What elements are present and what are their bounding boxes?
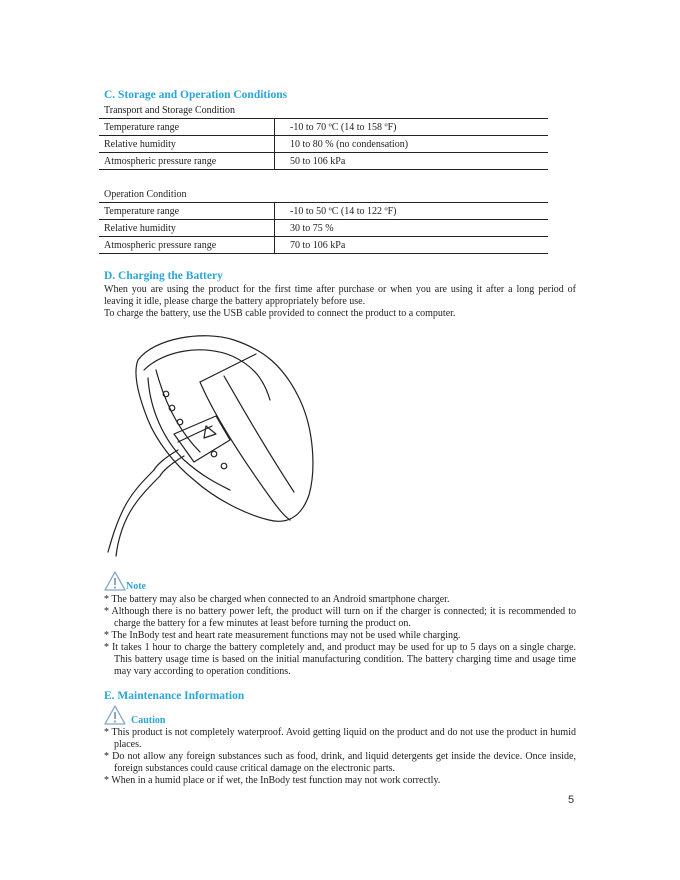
- table-cell-value: -10 to 70 ºC (14 to 158 ºF): [275, 119, 549, 136]
- band-charging-illustration: [104, 330, 316, 560]
- charging-notes-list: [104, 594, 576, 678]
- table-cell-value: -10 to 50 ºC (14 to 122 ºF): [275, 203, 549, 220]
- note-label-text: Note: [126, 581, 146, 592]
- table-cell-label: Atmospheric pressure range: [99, 237, 275, 254]
- list-item: * The InBody test and heart rate measurement functions may not be used while charging.: [104, 630, 461, 641]
- maintenance-heading: E. Maintenance Information: [104, 690, 245, 702]
- page-number: 5: [568, 794, 575, 806]
- table-cell-value: 70 to 106 kPa: [275, 237, 549, 254]
- list-item: * When in a humid place or if wet, the InBody test function may not work correctly.: [104, 775, 441, 786]
- transport-table: [99, 118, 548, 170]
- list-item: * Although there is no battery power left, the product will turn on if the charger is connected; it is recommended to charge the battery for a few minutes at least before turning the product on.: [104, 606, 576, 629]
- table-row: [99, 203, 548, 220]
- operation-table: [99, 202, 548, 254]
- table-cell-label: Relative humidity: [99, 220, 275, 237]
- storage-heading: C. Storage and Operation Conditions: [104, 89, 288, 101]
- warning-triangle-icon: [104, 570, 126, 592]
- table-cell-value: 10 to 80 % (no condensation): [275, 136, 549, 153]
- note-label: [104, 570, 146, 592]
- charging-intro: When you are using the product for the first time after purchase or when you are using it after a long period of leaving it idle, please charge the battery appropriately before use.: [104, 284, 576, 307]
- table-row: [99, 220, 548, 237]
- table-cell-label: Temperature range: [99, 119, 275, 136]
- list-item: * This product is not completely waterproof. Avoid getting liquid on the product and do not use the product in humid places.: [104, 727, 576, 750]
- list-item: * Do not allow any foreign substances such as food, drink, and liquid detergents get inside the device. Once inside, foreign substances could cause critical damage on the electronic parts.: [104, 751, 576, 774]
- band-charging-illustration-svg: [104, 330, 316, 560]
- warning-triangle-icon: [104, 704, 126, 726]
- table-row: [99, 153, 548, 170]
- table-cell-label: Relative humidity: [99, 136, 275, 153]
- table-row: [99, 119, 548, 136]
- charging-heading: D. Charging the Battery: [104, 270, 223, 282]
- operation-caption: Operation Condition: [104, 189, 187, 200]
- transport-caption: Transport and Storage Condition: [104, 105, 236, 116]
- table-row: [99, 136, 548, 153]
- caution-label-text: Caution: [131, 715, 166, 726]
- list-item: * The battery may also be charged when connected to an Android smartphone charger.: [104, 594, 450, 605]
- caution-label: [104, 704, 165, 726]
- table-row: [99, 237, 548, 254]
- table-cell-value: 30 to 75 %: [275, 220, 549, 237]
- list-item: * It takes 1 hour to charge the battery completely and, and product may be used for up to 5 days on a single charge. This battery usage time is based on the initial manufacturing condition. The battery charging time and usage time may vary according to operation conditions.: [104, 642, 576, 677]
- table-cell-label: Atmospheric pressure range: [99, 153, 275, 170]
- table-cell-label: Temperature range: [99, 203, 275, 220]
- table-cell-value: 50 to 106 kPa: [275, 153, 549, 170]
- charging-instruction: To charge the battery, use the USB cable provided to connect the product to a computer.: [104, 308, 456, 319]
- maintenance-list: [104, 727, 576, 787]
